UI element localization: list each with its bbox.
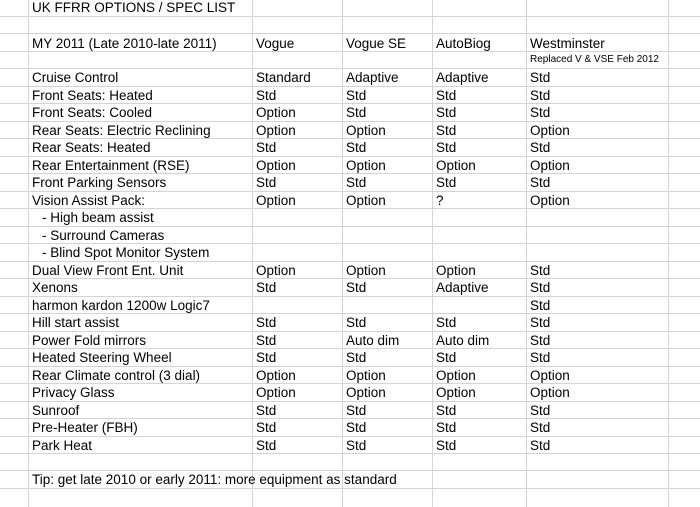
vogue-cell: Std — [256, 175, 277, 190]
table-row — [0, 244, 700, 262]
feature-cell: - High beam assist — [42, 210, 154, 225]
feature-cell: - Blind Spot Monitor System — [42, 245, 210, 260]
vogue-se-cell: Option — [346, 367, 386, 383]
empty-row — [0, 454, 700, 471]
westminster-cell: Std — [530, 70, 551, 85]
vogue-cell: Std — [256, 332, 277, 348]
vogue-cell: Std — [256, 420, 277, 435]
feature-cell: - Surround Cameras — [42, 227, 165, 243]
table-row — [0, 69, 700, 87]
vogue-cell: Std — [256, 402, 277, 418]
autobiog-cell: Std — [436, 315, 457, 330]
col-header-vogue-se: Vogue SE — [346, 36, 407, 51]
vogue-cell: Option — [256, 192, 296, 208]
autobiog-cell: Std — [436, 140, 457, 155]
autobiog-cell: Std — [436, 437, 457, 453]
vogue-cell: Option — [256, 122, 296, 138]
autobiog-cell: Option — [436, 157, 476, 173]
vogue-cell: Option — [256, 385, 296, 400]
autobiog-cell: Std — [436, 420, 457, 435]
feature-cell: Pre-Heater (FBH) — [32, 420, 138, 435]
table-row — [0, 349, 700, 367]
westminster-cell: Std — [530, 437, 551, 453]
feature-cell: Park Heat — [32, 437, 93, 453]
vogue-se-cell: Std — [346, 175, 367, 190]
vogue-cell: Option — [256, 367, 296, 383]
feature-cell: Xenons — [32, 280, 78, 295]
autobiog-cell: Option — [436, 262, 476, 278]
vogue-cell: Std — [256, 315, 277, 330]
autobiog-cell: Option — [436, 385, 476, 400]
table-row — [0, 192, 700, 210]
col-header-westminster: Westminster — [530, 36, 605, 51]
westminster-cell: Std — [530, 332, 551, 348]
westminster-cell: Std — [530, 105, 551, 120]
vogue-se-cell: Std — [346, 140, 367, 155]
table-row — [0, 332, 700, 350]
westminster-cell: Std — [530, 350, 551, 365]
vogue-se-cell: Std — [346, 280, 367, 295]
autobiog-cell: Adaptive — [436, 70, 489, 85]
table-row — [0, 384, 700, 402]
westminster-cell: Std — [530, 315, 551, 330]
westminster-note: Replaced V & VSE Feb 2012 — [530, 54, 659, 65]
westminster-cell: Std — [530, 297, 551, 313]
tip-text: Tip: get late 2010 or early 2011: more equipment as standard — [32, 472, 397, 487]
feature-cell: Power Fold mirrors — [32, 332, 147, 348]
vogue-se-cell: Option — [346, 122, 386, 138]
autobiog-cell: Std — [436, 402, 457, 418]
vogue-cell: Option — [256, 105, 296, 120]
col-header-vogue: Vogue — [256, 36, 295, 51]
autobiog-cell: Std — [436, 87, 457, 103]
autobiog-cell: Std — [436, 122, 457, 138]
westminster-cell: Std — [530, 175, 551, 190]
vogue-se-cell: Auto dim — [346, 332, 400, 348]
vogue-se-cell: Option — [346, 157, 386, 173]
table-row — [0, 262, 700, 280]
autobiog-cell: Std — [436, 350, 457, 365]
westminster-cell: Option — [530, 122, 570, 138]
vogue-cell: Std — [256, 437, 277, 453]
westminster-cell: Std — [530, 402, 551, 418]
table-row — [0, 402, 700, 420]
table-row — [0, 437, 700, 455]
table-row — [0, 87, 700, 105]
note-row — [0, 52, 700, 69]
table-row — [0, 104, 700, 122]
vogue-cell: Std — [256, 280, 277, 295]
feature-cell: Dual View Front Ent. Unit — [32, 262, 184, 278]
table-row — [0, 157, 700, 175]
feature-cell: Front Seats: Heated — [32, 87, 153, 103]
table-row — [0, 122, 700, 140]
vogue-cell: Std — [256, 350, 277, 365]
vogue-se-cell: Option — [346, 385, 386, 400]
feature-cell: Front Parking Sensors — [32, 175, 167, 190]
vogue-se-cell: Option — [346, 192, 386, 208]
tip-row — [0, 471, 700, 489]
autobiog-cell: Std — [436, 105, 457, 120]
vogue-se-cell: Std — [346, 437, 367, 453]
vogue-cell: Standard — [256, 70, 311, 85]
feature-cell: Rear Entertainment (RSE) — [32, 157, 190, 173]
autobiog-cell: ? — [436, 192, 444, 208]
autobiog-cell: Adaptive — [436, 280, 489, 295]
sheet-title: UK FFRR OPTIONS / SPEC LIST — [32, 0, 236, 15]
feature-cell: Sunroof — [32, 402, 80, 418]
table-row — [0, 139, 700, 157]
vogue-se-cell: Std — [346, 420, 367, 435]
westminster-cell: Std — [530, 420, 551, 435]
table-row — [0, 209, 700, 227]
westminster-cell: Std — [530, 140, 551, 155]
vogue-cell: Std — [256, 87, 277, 103]
westminster-cell: Option — [530, 385, 570, 400]
vogue-se-cell: Std — [346, 402, 367, 418]
vogue-cell: Option — [256, 157, 296, 173]
table-row — [0, 174, 700, 192]
vogue-se-cell: Option — [346, 262, 386, 278]
vogue-se-cell: Std — [346, 105, 367, 120]
feature-cell: harmon kardon 1200w Logic7 — [32, 297, 210, 313]
empty-row — [0, 489, 700, 507]
feature-cell: Vision Assist Pack: — [32, 192, 146, 208]
vogue-se-cell: Adaptive — [346, 70, 399, 85]
vogue-se-cell: Std — [346, 315, 367, 330]
table-row — [0, 367, 700, 385]
header-label: MY 2011 (Late 2010-late 2011) — [32, 36, 217, 51]
feature-cell: Front Seats: Cooled — [32, 105, 153, 120]
table-row — [0, 227, 700, 245]
vogue-cell: Option — [256, 262, 296, 278]
autobiog-cell: Auto dim — [436, 332, 490, 348]
feature-cell: Hill start assist — [32, 315, 120, 330]
header-row — [0, 34, 700, 52]
westminster-cell: Std — [530, 280, 551, 295]
vogue-cell: Std — [256, 140, 277, 155]
table-row — [0, 419, 700, 437]
table-row — [0, 279, 700, 297]
autobiog-cell: Std — [436, 175, 457, 190]
vogue-se-cell: Std — [346, 350, 367, 365]
westminster-cell: Std — [530, 262, 551, 278]
feature-cell: Heated Steering Wheel — [32, 350, 172, 365]
westminster-cell: Option — [530, 367, 570, 383]
westminster-cell: Option — [530, 192, 570, 208]
title-row — [0, 0, 700, 17]
col-header-autobiog: AutoBiog — [436, 36, 491, 51]
table-row — [0, 297, 700, 315]
feature-cell: Privacy Glass — [32, 385, 115, 400]
table-row — [0, 314, 700, 332]
feature-cell: Rear Seats: Electric Reclining — [32, 122, 211, 138]
autobiog-cell: Option — [436, 367, 476, 383]
westminster-cell: Option — [530, 157, 570, 173]
feature-cell: Cruise Control — [32, 70, 119, 85]
vogue-se-cell: Std — [346, 87, 367, 103]
westminster-cell: Std — [530, 87, 551, 103]
feature-cell: Rear Climate control (3 dial) — [32, 367, 201, 383]
empty-row — [0, 17, 700, 34]
feature-cell: Rear Seats: Heated — [32, 140, 151, 155]
